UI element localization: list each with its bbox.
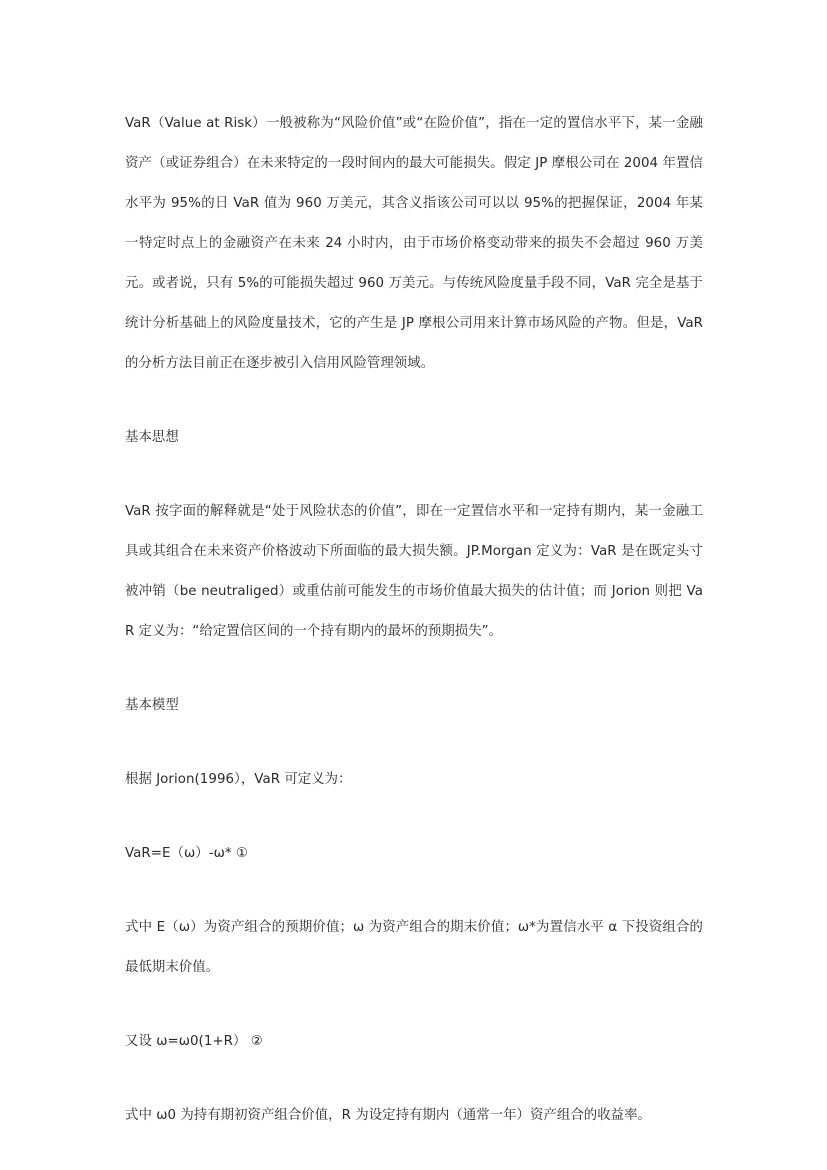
paragraph-formula-explanation: 式中 E（ω）为资产组合的预期价值；ω 为资产组合的期末价值；ω*为置信水平 α 下投资组合的最低期末价值。 [125,920,703,975]
paragraph-var-definition: VaR（Value at Risk）一般被称为“风险价值”或“在险价值”，指在一定的置信水平下，某一金融资产（或证券组合）在未来特定的一段时间内的最大可能损失。假定 JP 摩根公司在 2004 年置信水平为 95%的日 VaR 值为 960 万美元，其含义指该公司可以以 95%的把握保证，2004 年某一特定时点上的金融资产在未来 24 小时内，由于市场价格变动带来的损失不会超过 960 万美元。或者说，只有 5%的可能损失超过 960 万美元。与传统风险度量手段不同，VaR 完全是基于统计分析基础上的风险度量技术，它的产生是 JP 摩根公司用来计算市场风险的产物。但是，VaR 的分析方法目前正在逐步被引入信用风险管理领域。 [125,116,703,371]
section-heading-basic-idea: 基本思想 [125,430,179,445]
paragraph-omega-explanation: 式中 ω0 为持有期初资产组合价值，R 为设定持有期内（通常一年）资产组合的收益率。 [125,1108,651,1123]
paragraph-jorion-definition: 根据 Jorion(1996），VaR 可定义为： [125,772,352,787]
paragraph-basic-idea: VaR 按字面的解释就是“处于风险状态的价值”，即在一定置信水平和一定持有期内，某一金融工具或其组合在未来资产价格波动下所面临的最大损失额。JP.Morgan 定义为：VaR 是在既定头寸被冲销（be neutraliged）或重估前可能发生的市场价值最大损失的估计值；而 Jorion 则把 VaR 定义为：“给定置信区间的一个持有期内的最坏的预期损失”。 [125,504,703,639]
formula-omega: 又设 ω=ω0(1+R） ② [125,1034,263,1049]
section-heading-basic-model: 基本模型 [125,698,179,713]
document-body [125,104,703,1170]
formula-var: VaR=E（ω）-ω* ① [125,846,248,861]
